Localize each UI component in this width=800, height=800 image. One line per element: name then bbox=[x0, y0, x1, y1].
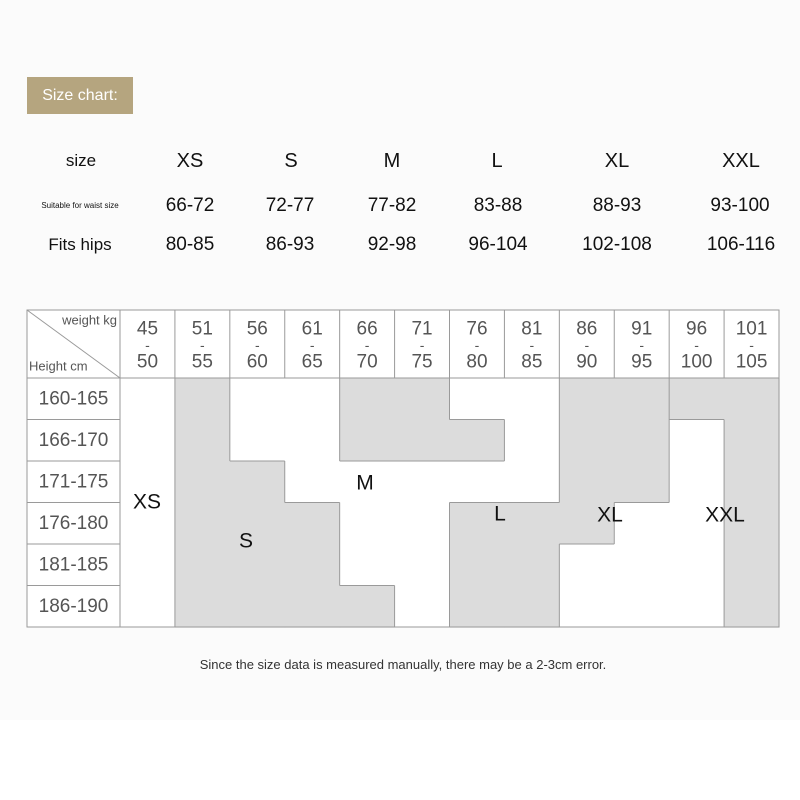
weight-range-end: 55 bbox=[191, 351, 213, 373]
weight-range-start: 51 bbox=[191, 318, 213, 340]
waist-value: 88-93 bbox=[592, 195, 642, 216]
size-cell bbox=[230, 586, 286, 628]
size-region-label: XXL bbox=[705, 503, 745, 527]
weight-range-start: 61 bbox=[301, 318, 323, 340]
size-cell bbox=[285, 420, 341, 462]
weight-range-dash: - bbox=[200, 337, 205, 353]
weight-range-end: 85 bbox=[521, 351, 543, 373]
size-cell bbox=[504, 586, 560, 628]
size-cell bbox=[450, 544, 506, 586]
size-cell bbox=[559, 544, 615, 586]
size-cell bbox=[340, 420, 396, 462]
size-cell bbox=[395, 586, 451, 628]
size-cell bbox=[724, 461, 780, 503]
size-cell bbox=[395, 378, 451, 420]
waist-value: 66-72 bbox=[165, 195, 215, 216]
hips-row-label: Fits hips bbox=[48, 235, 112, 254]
weight-axis-label: weight kg bbox=[62, 312, 117, 328]
size-cell bbox=[504, 461, 560, 503]
size-row-label: size bbox=[65, 151, 97, 170]
size-cell bbox=[724, 586, 780, 628]
size-cell bbox=[340, 586, 396, 628]
hips-value: 80-85 bbox=[165, 234, 215, 255]
height-range: 160-165 bbox=[38, 388, 109, 410]
size-cell bbox=[120, 586, 176, 628]
size-cell bbox=[614, 544, 670, 586]
size-cell bbox=[669, 586, 725, 628]
weight-range-start: 76 bbox=[466, 318, 488, 340]
size-region-label: L bbox=[494, 502, 506, 526]
size-cell bbox=[395, 461, 451, 503]
size-name: XXL bbox=[722, 150, 760, 172]
weight-range-dash: - bbox=[145, 337, 150, 353]
measurement-note: Since the size data is measured manually, there may be a 2-3cm error. bbox=[199, 657, 607, 672]
size-cell bbox=[340, 378, 396, 420]
size-cell bbox=[395, 544, 451, 586]
size-cell bbox=[175, 420, 231, 462]
size-name: M bbox=[383, 150, 401, 172]
weight-range-start: 45 bbox=[136, 318, 159, 340]
weight-range-end: 60 bbox=[246, 351, 268, 373]
size-cell bbox=[230, 420, 286, 462]
weight-range-start: 81 bbox=[521, 318, 543, 340]
waist-value: 83-88 bbox=[473, 195, 523, 216]
size-cell bbox=[285, 503, 341, 545]
weight-range-start: 101 bbox=[735, 318, 768, 340]
size-cell bbox=[285, 461, 341, 503]
size-cell bbox=[120, 544, 176, 586]
size-cell bbox=[175, 378, 231, 420]
size-region-label: S bbox=[238, 529, 254, 553]
weight-range-start: 66 bbox=[356, 318, 378, 340]
size-cell bbox=[669, 544, 725, 586]
size-name: L bbox=[491, 150, 503, 172]
size-cell bbox=[450, 586, 506, 628]
size-cell bbox=[504, 420, 560, 462]
size-cell bbox=[450, 378, 506, 420]
size-chart-badge: Size chart: bbox=[27, 77, 133, 114]
weight-range-dash: - bbox=[474, 337, 480, 353]
waist-value: 72-77 bbox=[265, 195, 315, 216]
weight-range-dash: - bbox=[694, 337, 699, 353]
weight-range-start: 71 bbox=[411, 318, 433, 340]
weight-range-dash: - bbox=[639, 337, 645, 353]
weight-range-end: 50 bbox=[136, 351, 159, 373]
hips-value: 86-93 bbox=[265, 234, 315, 255]
waist-value: 93-100 bbox=[710, 195, 770, 216]
height-range: 181-185 bbox=[38, 554, 109, 576]
size-cell bbox=[504, 378, 560, 420]
weight-range-end: 80 bbox=[466, 351, 488, 373]
height-range: 171-175 bbox=[38, 471, 109, 493]
hips-value: 96-104 bbox=[468, 234, 528, 255]
size-name: XS bbox=[176, 150, 204, 172]
size-cell bbox=[340, 503, 396, 545]
weight-range-end: 95 bbox=[631, 351, 653, 373]
size-region-label: XS bbox=[132, 490, 162, 514]
size-cell bbox=[614, 586, 670, 628]
size-cell bbox=[559, 420, 615, 462]
hips-value: 92-98 bbox=[367, 234, 417, 255]
size-cell bbox=[669, 378, 725, 420]
size-cell bbox=[285, 586, 341, 628]
size-cell bbox=[504, 544, 560, 586]
size-region-label: XL bbox=[597, 503, 623, 527]
weight-range-dash: - bbox=[419, 337, 425, 353]
waist-value: 77-82 bbox=[367, 195, 417, 216]
weight-range-dash: - bbox=[749, 337, 754, 353]
size-cell bbox=[120, 420, 176, 462]
size-cell bbox=[230, 378, 286, 420]
weight-range-end: 75 bbox=[411, 351, 433, 373]
weight-range-dash: - bbox=[309, 337, 315, 353]
size-region-label: M bbox=[356, 471, 374, 495]
size-cell bbox=[669, 461, 725, 503]
size-cell bbox=[559, 461, 615, 503]
weight-range-start: 96 bbox=[686, 318, 708, 340]
size-cell bbox=[559, 586, 615, 628]
weight-range-dash: - bbox=[364, 337, 370, 353]
weight-range-end: 105 bbox=[735, 351, 768, 373]
weight-range-dash: - bbox=[529, 337, 535, 353]
size-cell bbox=[395, 420, 451, 462]
size-cell bbox=[614, 378, 670, 420]
weight-range-end: 100 bbox=[680, 351, 713, 373]
size-cell bbox=[450, 461, 506, 503]
size-cell bbox=[285, 378, 341, 420]
hips-value: 106-116 bbox=[706, 234, 776, 255]
weight-range-end: 70 bbox=[356, 351, 378, 373]
size-cell bbox=[724, 420, 780, 462]
weight-range-end: 65 bbox=[301, 351, 323, 373]
size-cell bbox=[175, 461, 231, 503]
size-cell bbox=[614, 461, 670, 503]
size-name: S bbox=[284, 150, 298, 172]
size-cell bbox=[120, 378, 176, 420]
height-range: 186-190 bbox=[38, 595, 109, 617]
size-cell bbox=[285, 544, 341, 586]
weight-range-start: 56 bbox=[246, 318, 268, 340]
weight-range-start: 91 bbox=[631, 318, 653, 340]
size-cell bbox=[340, 544, 396, 586]
weight-range-dash: - bbox=[254, 337, 260, 353]
size-cell bbox=[175, 586, 231, 628]
height-range: 166-170 bbox=[38, 429, 109, 451]
height-range: 176-180 bbox=[38, 512, 109, 534]
size-cell bbox=[450, 420, 506, 462]
size-cell bbox=[395, 503, 451, 545]
size-cell bbox=[175, 544, 231, 586]
size-cell bbox=[724, 544, 780, 586]
size-name: XL bbox=[604, 150, 630, 172]
weight-range-dash: - bbox=[584, 337, 590, 353]
size-cell bbox=[504, 503, 560, 545]
hips-value: 102-108 bbox=[582, 234, 652, 255]
waist-row-label: Suitable for waist size bbox=[41, 201, 119, 210]
size-cell bbox=[230, 461, 286, 503]
size-cell bbox=[724, 378, 780, 420]
size-cell bbox=[614, 420, 670, 462]
size-cell bbox=[175, 503, 231, 545]
weight-range-end: 90 bbox=[576, 351, 598, 373]
size-cell bbox=[559, 378, 615, 420]
weight-range-start: 86 bbox=[576, 318, 598, 340]
size-cell bbox=[669, 420, 725, 462]
height-axis-label: Height cm bbox=[29, 358, 88, 374]
